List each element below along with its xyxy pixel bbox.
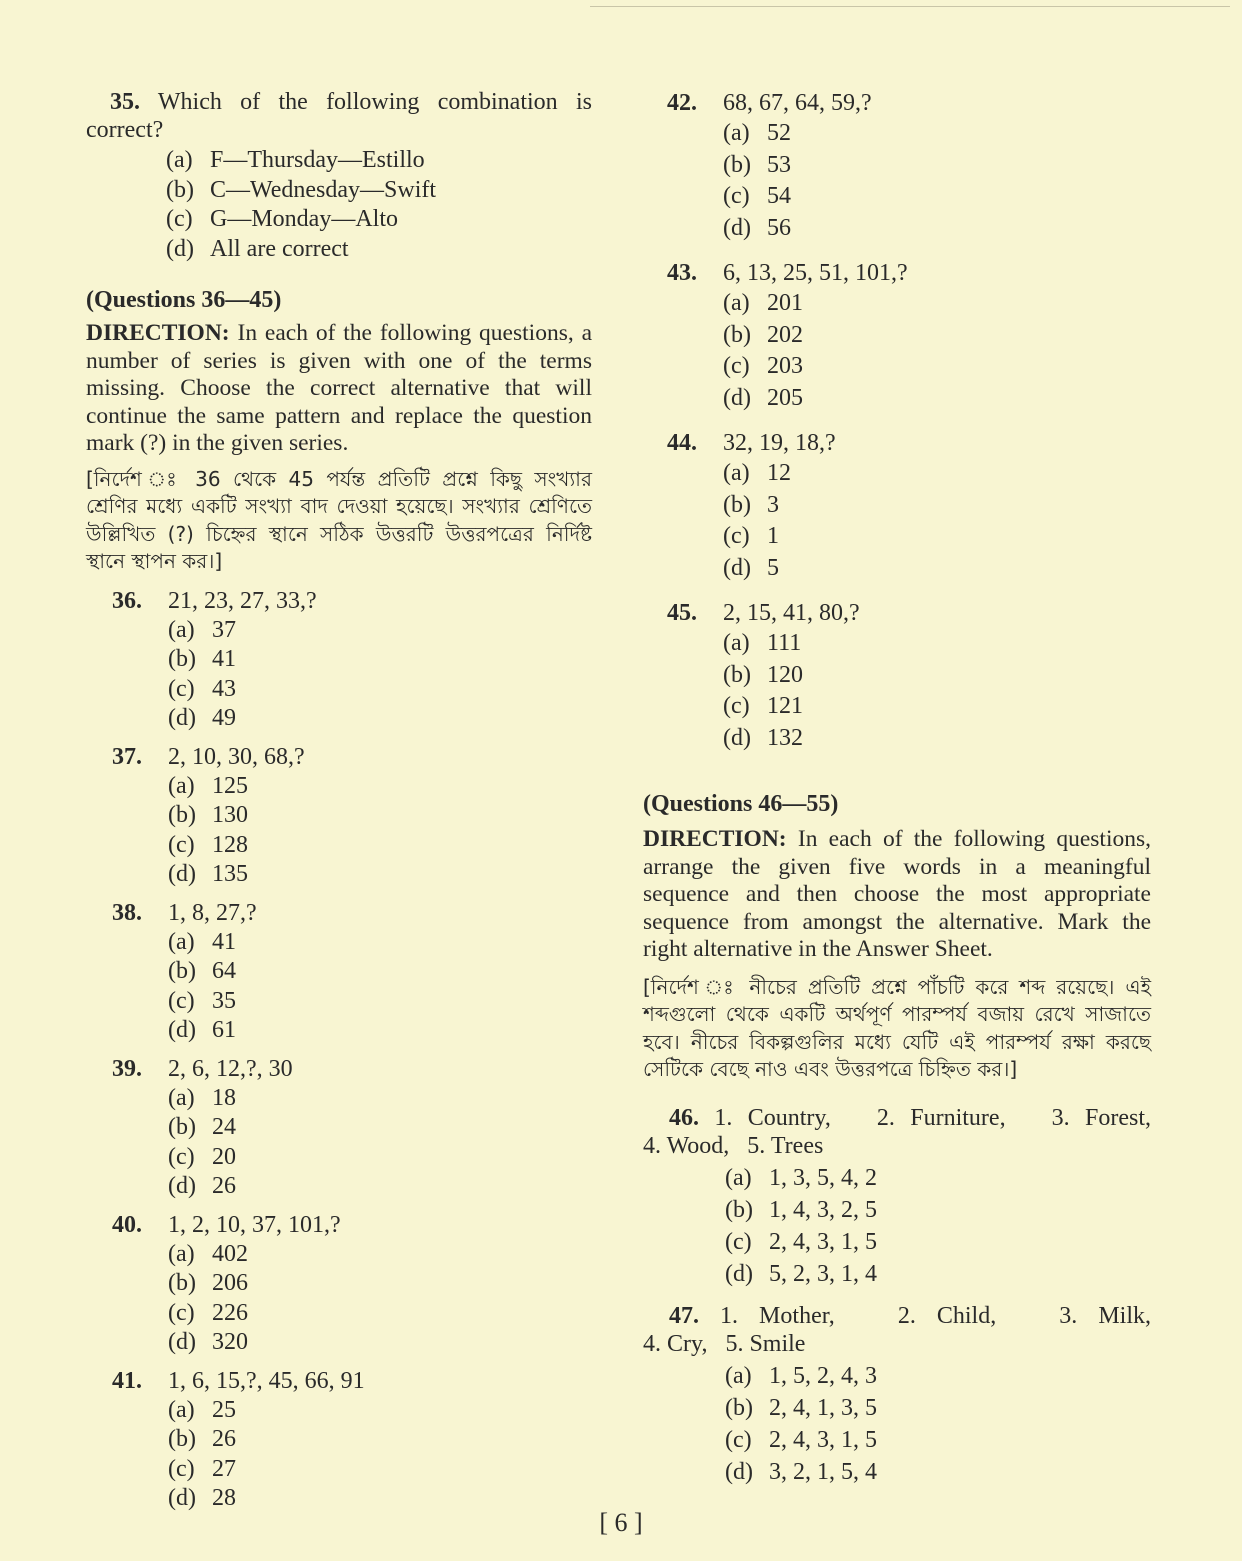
question-44: 44. 32, 19, 18,? (a) 12 (b) 3 (c) 1 (d) 5	[667, 428, 1151, 584]
right-column	[643, 88, 1151, 1488]
option[interactable]: (d) 132	[723, 724, 803, 751]
question-number: 35.	[110, 89, 140, 115]
question-text: Which of the following combination is	[157, 89, 592, 115]
option[interactable]: (b) 41	[168, 646, 236, 672]
question-36: 36. 21, 23, 27, 33,? (a) 37 (b) 41 (c) 43 (d) 49	[112, 586, 592, 734]
question-35	[86, 88, 592, 264]
option[interactable]: (b) 130	[168, 802, 248, 828]
option[interactable]: (d) 26	[168, 1173, 236, 1199]
option[interactable]: (a) 37	[168, 616, 236, 643]
top-rule	[590, 6, 1230, 7]
left-question-list	[86, 586, 592, 1514]
option[interactable]: (a) 1, 3, 5, 4, 2	[725, 1164, 877, 1191]
option[interactable]: (c) 121	[723, 693, 803, 719]
option[interactable]: (a) 18	[168, 1084, 236, 1111]
option[interactable]: (d) 3, 2, 1, 5, 4	[725, 1458, 877, 1485]
option[interactable]: (d) All are correct	[166, 235, 349, 262]
direction-paragraph: DIRECTION: In each of the following questions, a number of series is given with one of the terms missing. Choose the correct alternative that will continue the same pattern and replace the question mark (?) in the given series.	[86, 320, 592, 456]
option[interactable]: (b) 2, 4, 1, 3, 5	[725, 1394, 877, 1421]
option[interactable]: (c) 2, 4, 3, 1, 5	[725, 1228, 877, 1255]
option[interactable]: (a) F—Thursday—Estillo	[166, 147, 425, 173]
page-number: [ 6 ]	[599, 1508, 643, 1537]
option[interactable]: (d) 5, 2, 3, 1, 4	[725, 1260, 877, 1287]
option[interactable]: (c) 1	[723, 523, 779, 549]
direction-paragraph: DIRECTION: In each of the following questions, arrange the given five words in a meaningful sequence and then choose the most appropriate sequence from amongst the alternative. Mark the right alternative in the Answer Sheet.	[643, 826, 1151, 962]
option[interactable]: (a) 111	[723, 630, 802, 656]
option[interactable]: (b) C—Wednesday—Swift	[166, 176, 437, 203]
option[interactable]: (b) 26	[168, 1426, 236, 1452]
direction-bengali: [নির্দেশ ঃ 36 থেকে 45 পর্যন্ত প্রতিটি প্রশ্নে কিছু সংখ্যার শ্রেণির মধ্যে একটি সংখ্যা বাদ দেওয়া হয়েছে। সংখ্যার শ্রেণিতে উল্লিখিত (?) চিহ্নের স্থানে সঠিক উত্তরটি উত্তরপত্রের নির্দিষ্ট স্থানে স্থাপন কর।]	[86, 466, 592, 573]
option[interactable]: (a) 25	[168, 1396, 236, 1423]
question-42: 42. 68, 67, 64, 59,? (a) 52 (b) 53 (c) 54 (d) 56	[667, 88, 1151, 244]
option[interactable]: (d) 61	[168, 1017, 236, 1043]
option[interactable]: (a) 1, 5, 2, 4, 3	[725, 1362, 877, 1389]
option[interactable]: (b) 24	[168, 1114, 236, 1140]
option[interactable]: (a) 125	[168, 772, 248, 799]
question-39: 39. 2, 6, 12,?, 30 (a) 18 (b) 24 (c) 20 (d) 26	[112, 1054, 592, 1202]
question-47: 47. 1. Mother, 2. Child, 3. Milk, 4. Cry, 5. Smile (a) 1, 5, 2, 4, 3 (b) 2, 4, 1, 3, 5 (c) 2, 4, 3, 1, 5 (d) 3, 2, 1, 5, 4	[643, 1302, 1151, 1488]
option[interactable]: (d) 56	[723, 214, 791, 241]
section-heading: (Questions 36—45)	[86, 287, 282, 313]
option[interactable]: (d) 49	[168, 705, 236, 731]
option[interactable]: (d) 28	[168, 1485, 236, 1511]
options-list	[166, 146, 592, 264]
option[interactable]: (a) 201	[723, 290, 803, 316]
option[interactable]: (b) 202	[723, 321, 803, 348]
option[interactable]: (c) 2, 4, 3, 1, 5	[725, 1426, 877, 1453]
question-41: 41. 1, 6, 15,?, 45, 66, 91 (a) 25 (b) 26 (c) 27 (d) 28	[112, 1366, 592, 1514]
option[interactable]: (c) 128	[168, 831, 248, 858]
question-text-cont: correct?	[86, 117, 164, 143]
question-46: 46. 1. Country, 2. Furniture, 3. Forest, 4. Wood, 5. Trees (a) 1, 3, 5, 4, 2 (b) 1, 4, 3, 2, 5 (c) 2, 4, 3, 1, 5 (d) 5, 2, 3, 1, 4	[643, 1104, 1151, 1290]
option[interactable]: (d) 205	[723, 384, 803, 411]
question-45: 45. 2, 15, 41, 80,? (a) 111 (b) 120 (c) 121 (d) 132	[667, 598, 1151, 754]
question-38: 38. 1, 8, 27,? (a) 41 (b) 64 (c) 35 (d) 61	[112, 898, 592, 1046]
option[interactable]: (c) 43	[168, 675, 236, 702]
option[interactable]: (b) 3	[723, 491, 779, 518]
option[interactable]: (b) 1, 4, 3, 2, 5	[725, 1196, 877, 1223]
option[interactable]: (a) 12	[723, 460, 791, 486]
option[interactable]: (d) 320	[168, 1329, 248, 1355]
option[interactable]: (c) 226	[168, 1299, 248, 1326]
option[interactable]: (c) 54	[723, 183, 791, 209]
option[interactable]: (c) 203	[723, 353, 803, 379]
option[interactable]: (a) 41	[168, 928, 236, 955]
option[interactable]: (c) 27	[168, 1455, 236, 1482]
option[interactable]: (d) 135	[168, 861, 248, 887]
left-column	[86, 88, 592, 1514]
direction-bengali: [নির্দেশ ঃ নীচের প্রতিটি প্রশ্নে পাঁচটি করে শব্দ রয়েছে। এই শব্দগুলো থেকে একটি অর্থপূর্ণ পারম্পর্য বজায় রেখে সাজাতে হবে। নীচের বিকল্পগুলির মধ্যে যেটি এই পারম্পর্য রক্ষা করছে সেটিকে বেছে নাও এবং উত্তরপত্রে চিহ্নিত কর।]	[643, 974, 1151, 1081]
option[interactable]: (c) G—Monday—Alto	[166, 206, 398, 232]
option[interactable]: (b) 53	[723, 151, 791, 178]
option[interactable]: (c) 35	[168, 987, 236, 1014]
question-43: 43. 6, 13, 25, 51, 101,? (a) 201 (b) 202 (c) 203 (d) 205	[667, 258, 1151, 414]
option[interactable]: (b) 120	[723, 661, 803, 688]
option[interactable]: (b) 64	[168, 958, 236, 984]
question-40: 40. 1, 2, 10, 37, 101,? (a) 402 (b) 206 (c) 226 (d) 320	[112, 1210, 592, 1358]
section-heading: (Questions 46—55)	[643, 791, 839, 817]
question-37: 37. 2, 10, 30, 68,? (a) 125 (b) 130 (c) 128 (d) 135	[112, 742, 592, 890]
option[interactable]: (d) 5	[723, 554, 779, 581]
option[interactable]: (a) 52	[723, 120, 791, 146]
option[interactable]: (a) 402	[168, 1240, 248, 1267]
option[interactable]: (b) 206	[168, 1270, 248, 1296]
option[interactable]: (c) 20	[168, 1143, 236, 1170]
